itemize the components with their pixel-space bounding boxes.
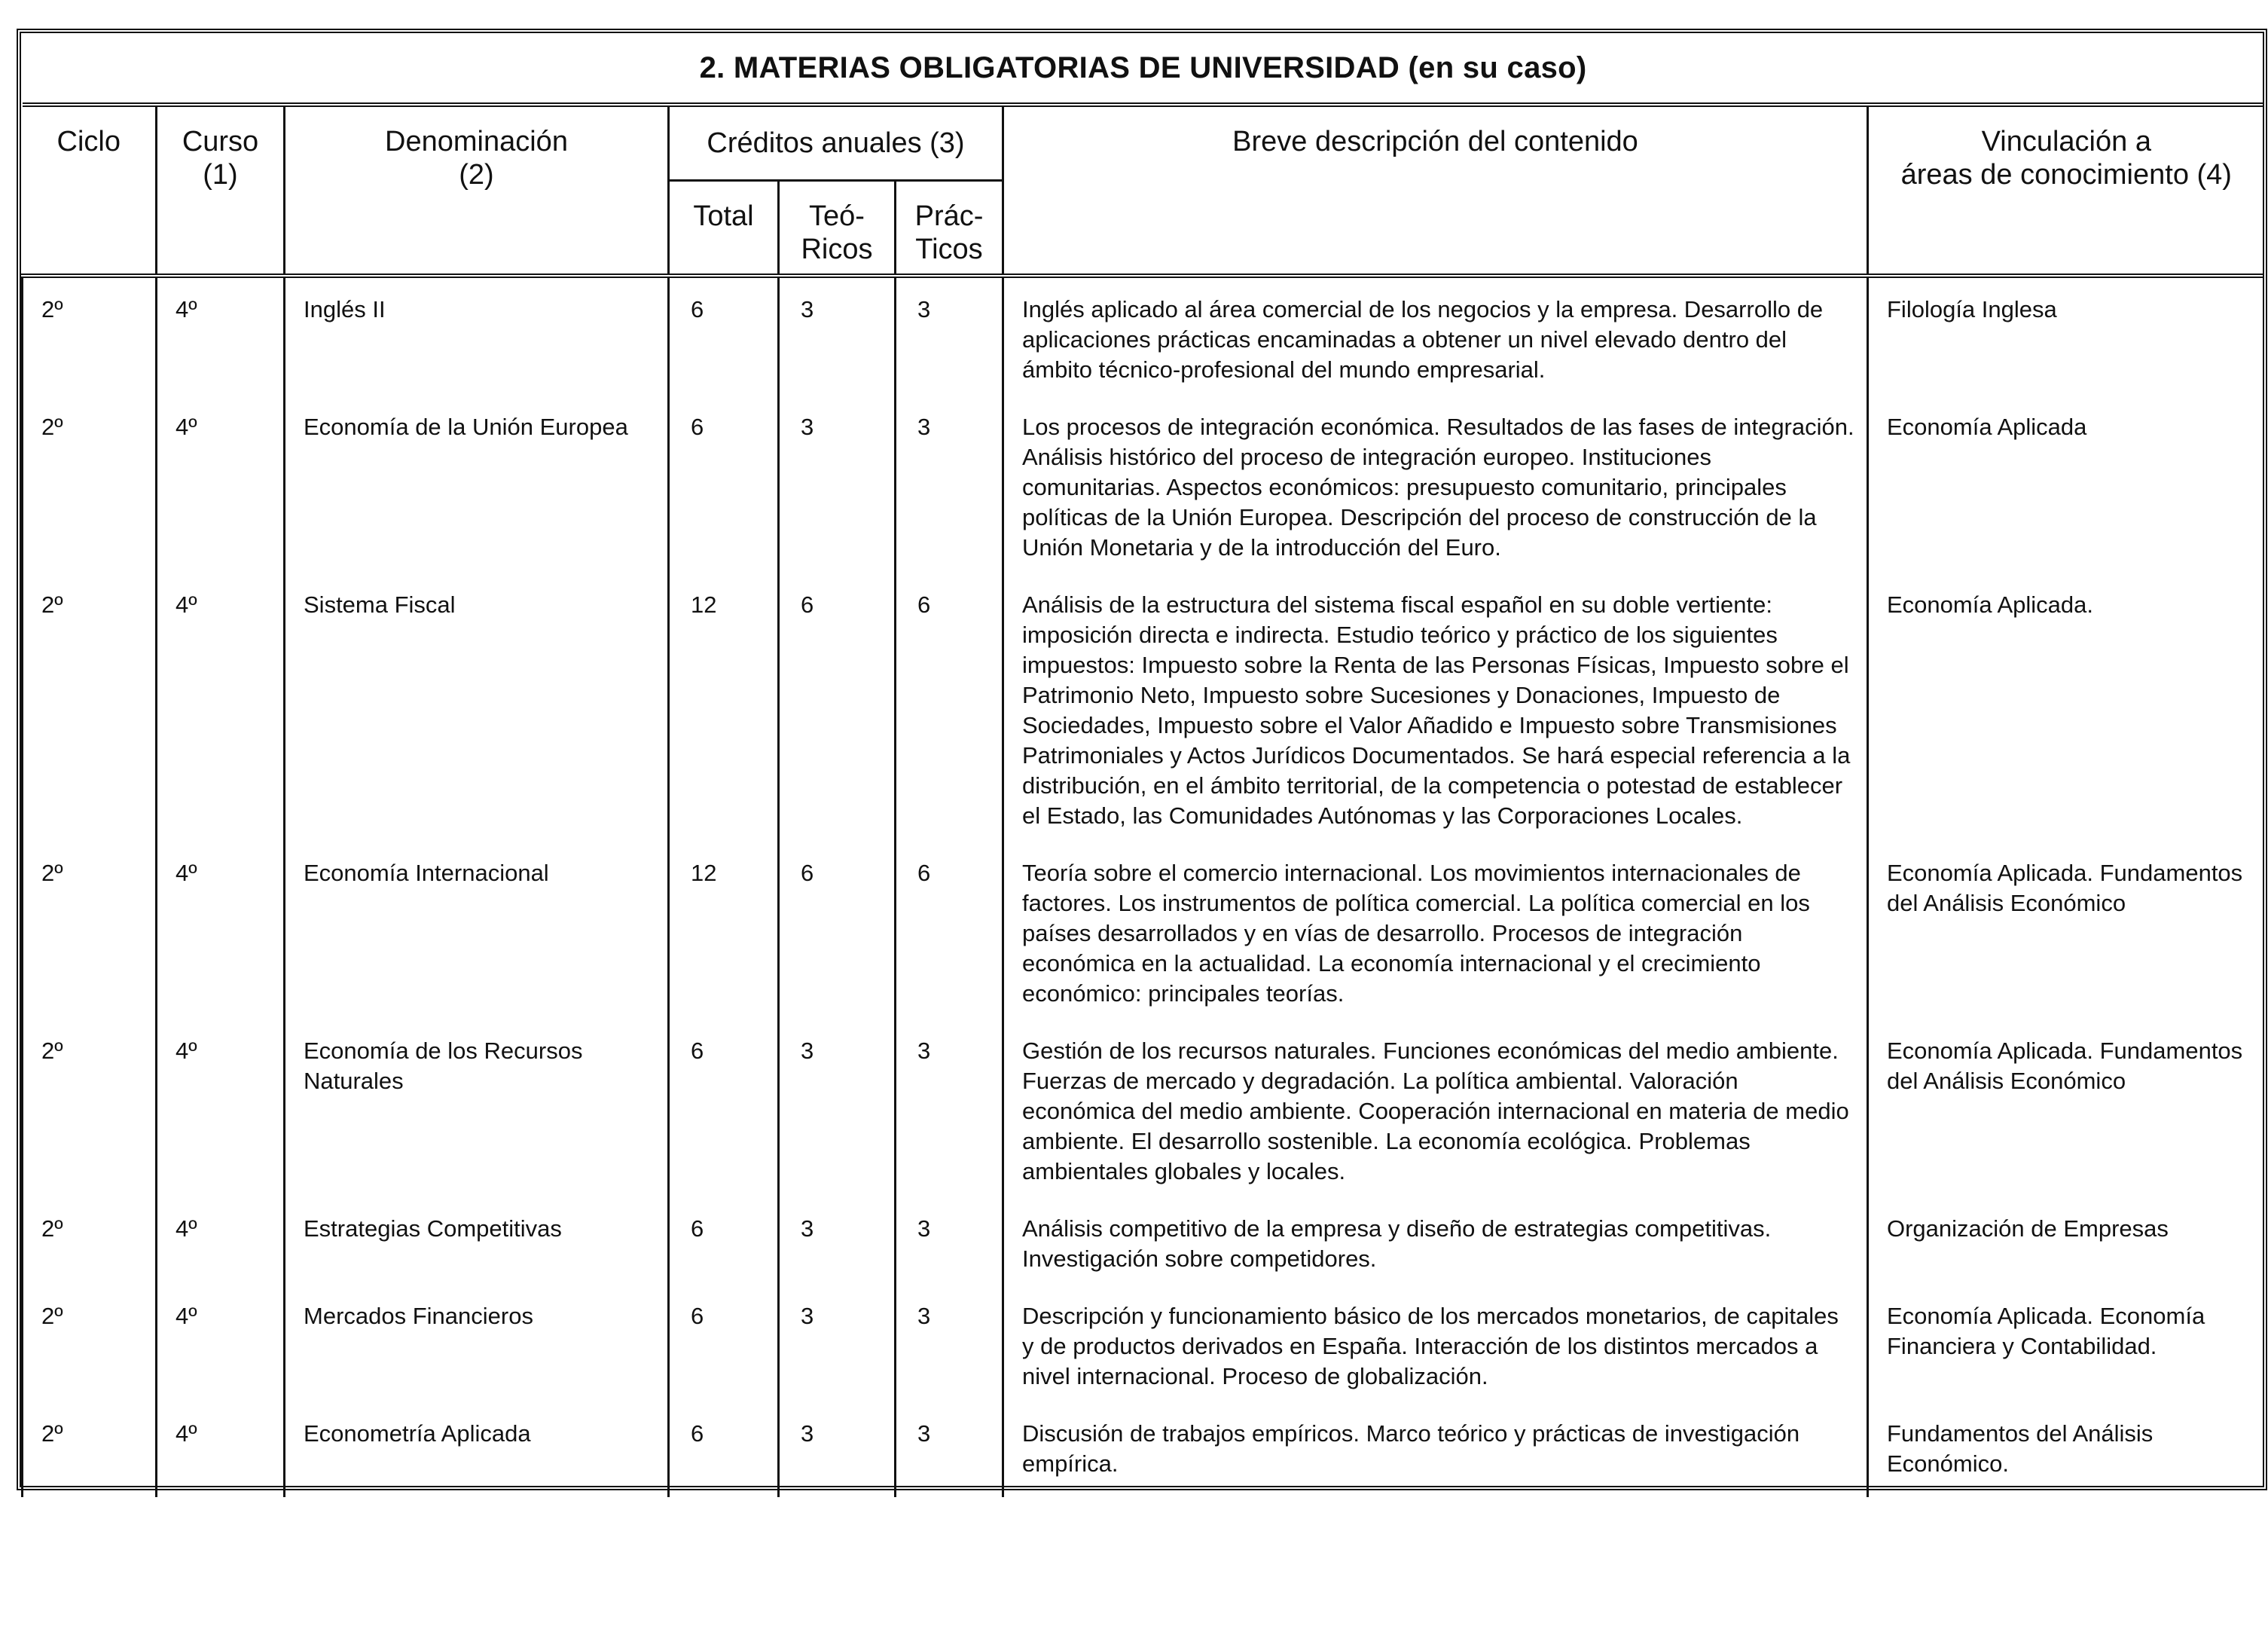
cell-denominacion: Sistema Fiscal xyxy=(285,573,669,842)
cell-ciclo: 2º xyxy=(23,276,157,396)
cell-descripcion: Análisis competitivo de la empresa y diseño de estrategias competitivas. Investigación sobre competidores. xyxy=(1003,1197,1868,1285)
cell-vinculacion: Economía Aplicada. Economía Financiera y Contabilidad. xyxy=(1868,1285,2264,1402)
table-row xyxy=(23,396,2264,573)
cell-ciclo: 2º xyxy=(23,842,157,1019)
header-ciclo xyxy=(23,105,157,276)
table-row xyxy=(23,842,2264,1019)
header-curso-note: (1) xyxy=(203,159,238,191)
header-vinculacion xyxy=(1868,105,2264,276)
cell-ciclo: 2º xyxy=(23,573,157,842)
cell-vinculacion: Economía Aplicada xyxy=(1868,396,2264,573)
table-row xyxy=(23,1019,2264,1197)
cell-practicos: 3 xyxy=(896,276,1003,396)
cell-practicos: 3 xyxy=(896,1019,1003,1197)
cell-total: 6 xyxy=(669,1285,779,1402)
header-denominacion-label: Denominación xyxy=(385,126,568,157)
cell-descripcion: Análisis de la estructura del sistema fiscal español en su doble vertiente: imposición directa e indirecta. Estudio teórico y práctico de los siguientes impuestos: Impuesto sobre la Renta de las Personas Físicas, Impuesto sobre el Patrimonio Neto, Impuesto sobre Sucesiones y Donaciones, Impuesto de Sociedades, Impuesto sobre el Valor Añadido e Impuesto sobre Transmisiones Patrimoniales y Actos Jurídicos Documentados. Se hará especial referencia a la distribución, en el ámbito territorial, de la competencia o potestad de establecer el Estado, las Comunidades Autónomas y las Corporaciones Locales. xyxy=(1003,573,1868,842)
cell-curso: 4º xyxy=(157,1285,285,1402)
header-total-label: Total xyxy=(693,200,754,232)
cell-practicos: 6 xyxy=(896,842,1003,1019)
cell-teoricos: 3 xyxy=(779,1197,896,1285)
cell-vinculacion: Economía Aplicada. Fundamentos del Análisis Económico xyxy=(1868,1019,2264,1197)
header-teoricos-line2: Ricos xyxy=(801,234,873,265)
cell-ciclo: 2º xyxy=(23,1197,157,1285)
cell-curso: 4º xyxy=(157,1402,285,1497)
cell-practicos: 6 xyxy=(896,573,1003,842)
cell-ciclo: 2º xyxy=(23,1402,157,1497)
cell-curso: 4º xyxy=(157,573,285,842)
header-descripcion-label: Breve descripción del contenido xyxy=(1232,126,1638,157)
cell-descripcion: Teoría sobre el comercio internacional. Los movimientos internacionales de factores. Los instrumentos de política comercial. La política comercial en los países desarrollados y en vías de desarrollo. Procesos de integración económica en la actualidad. La economía internacional y el crecimiento económico: principales teorías. xyxy=(1003,842,1868,1019)
cell-practicos: 3 xyxy=(896,396,1003,573)
header-curso xyxy=(157,105,285,276)
cell-curso: 4º xyxy=(157,1197,285,1285)
header-descripcion xyxy=(1003,105,1868,276)
header-creditos: Créditos anuales (3) xyxy=(669,105,1003,181)
cell-vinculacion: Fundamentos del Análisis Económico. xyxy=(1868,1402,2264,1497)
cell-teoricos: 3 xyxy=(779,276,896,396)
cell-teoricos: 6 xyxy=(779,842,896,1019)
cell-denominacion: Economía de los Recursos Naturales xyxy=(285,1019,669,1197)
cell-curso: 4º xyxy=(157,1019,285,1197)
cell-vinculacion: Economía Aplicada. Fundamentos del Análisis Económico xyxy=(1868,842,2264,1019)
header-vinculacion-line2: áreas de conocimiento (4) xyxy=(1900,159,2232,191)
cell-vinculacion: Economía Aplicada. xyxy=(1868,573,2264,842)
document-title: 2. MATERIAS OBLIGATORIAS DE UNIVERSIDAD (en su caso) xyxy=(23,33,2264,105)
cell-total: 6 xyxy=(669,1197,779,1285)
document-sheet xyxy=(17,29,2267,1490)
cell-total: 6 xyxy=(669,396,779,573)
cell-teoricos: 3 xyxy=(779,1019,896,1197)
cell-teoricos: 3 xyxy=(779,396,896,573)
header-total xyxy=(669,181,779,277)
title-row xyxy=(23,33,2264,105)
header-denominacion xyxy=(285,105,669,276)
table-row xyxy=(23,573,2264,842)
cell-denominacion: Economía Internacional xyxy=(285,842,669,1019)
cell-denominacion: Economía de la Unión Europea xyxy=(285,396,669,573)
cell-ciclo: 2º xyxy=(23,1285,157,1402)
cell-denominacion: Econometría Aplicada xyxy=(285,1402,669,1497)
table-row xyxy=(23,276,2264,396)
header-curso-label: Curso xyxy=(182,126,259,157)
cell-teoricos: 3 xyxy=(779,1285,896,1402)
cell-total: 6 xyxy=(669,276,779,396)
cell-practicos: 3 xyxy=(896,1285,1003,1402)
cell-descripcion: Gestión de los recursos naturales. Funciones económicas del medio ambiente. Fuerzas de mercado y degradación. La política ambiental. Valoración económica del medio ambiente. Cooperación internacional en materia de medio ambiente. El desarrollo sostenible. La economía ecológica. Problemas ambientales globales y locales. xyxy=(1003,1019,1868,1197)
cell-practicos: 3 xyxy=(896,1197,1003,1285)
header-row-1 xyxy=(23,105,2264,181)
cell-ciclo: 2º xyxy=(23,396,157,573)
cell-total: 12 xyxy=(669,573,779,842)
cell-denominacion: Mercados Financieros xyxy=(285,1285,669,1402)
header-ciclo-label: Ciclo xyxy=(56,126,121,157)
cell-curso: 4º xyxy=(157,842,285,1019)
header-practicos-line2: Ticos xyxy=(915,234,983,265)
cell-descripcion: Descripción y funcionamiento básico de los mercados monetarios, de capitales y de productos derivados en España. Interacción de los distintos mercados a nivel internacional. Proceso de globalización. xyxy=(1003,1285,1868,1402)
cell-teoricos: 3 xyxy=(779,1402,896,1497)
cell-curso: 4º xyxy=(157,396,285,573)
header-teoricos xyxy=(779,181,896,277)
header-vinculacion-line1: Vinculación a xyxy=(1981,126,2151,157)
cell-ciclo: 2º xyxy=(23,1019,157,1197)
materias-table xyxy=(21,33,2264,1497)
cell-denominacion: Estrategias Competitivas xyxy=(285,1197,669,1285)
cell-denominacion: Inglés II xyxy=(285,276,669,396)
table-row xyxy=(23,1402,2264,1497)
cell-total: 12 xyxy=(669,842,779,1019)
cell-total: 6 xyxy=(669,1019,779,1197)
header-practicos xyxy=(896,181,1003,277)
table-row xyxy=(23,1285,2264,1402)
cell-vinculacion: Filología Inglesa xyxy=(1868,276,2264,396)
header-practicos-line1: Prác- xyxy=(914,200,984,232)
cell-curso: 4º xyxy=(157,276,285,396)
cell-vinculacion: Organización de Empresas xyxy=(1868,1197,2264,1285)
cell-descripcion: Inglés aplicado al área comercial de los negocios y la empresa. Desarrollo de aplicaciones prácticas encaminadas a obtener un nivel elevado dentro del ámbito técnico-profesional del mundo empresarial. xyxy=(1003,276,1868,396)
cell-descripcion: Discusión de trabajos empíricos. Marco teórico y prácticas de investigación empírica. xyxy=(1003,1402,1868,1497)
cell-descripcion: Los procesos de integración económica. Resultados de las fases de integración. Análisis histórico del proceso de integración europeo. Instituciones comunitarias. Aspectos económicos: presupuesto comunitario, principales políticas de la Unión Europea. Descripción del proceso de construcción de la Unión Monetaria y de la introducción del Euro. xyxy=(1003,396,1868,573)
table-row xyxy=(23,1197,2264,1285)
cell-total: 6 xyxy=(669,1402,779,1497)
cell-practicos: 3 xyxy=(896,1402,1003,1497)
header-denominacion-note: (2) xyxy=(459,159,494,191)
cell-teoricos: 6 xyxy=(779,573,896,842)
header-teoricos-line1: Teó- xyxy=(809,200,865,232)
